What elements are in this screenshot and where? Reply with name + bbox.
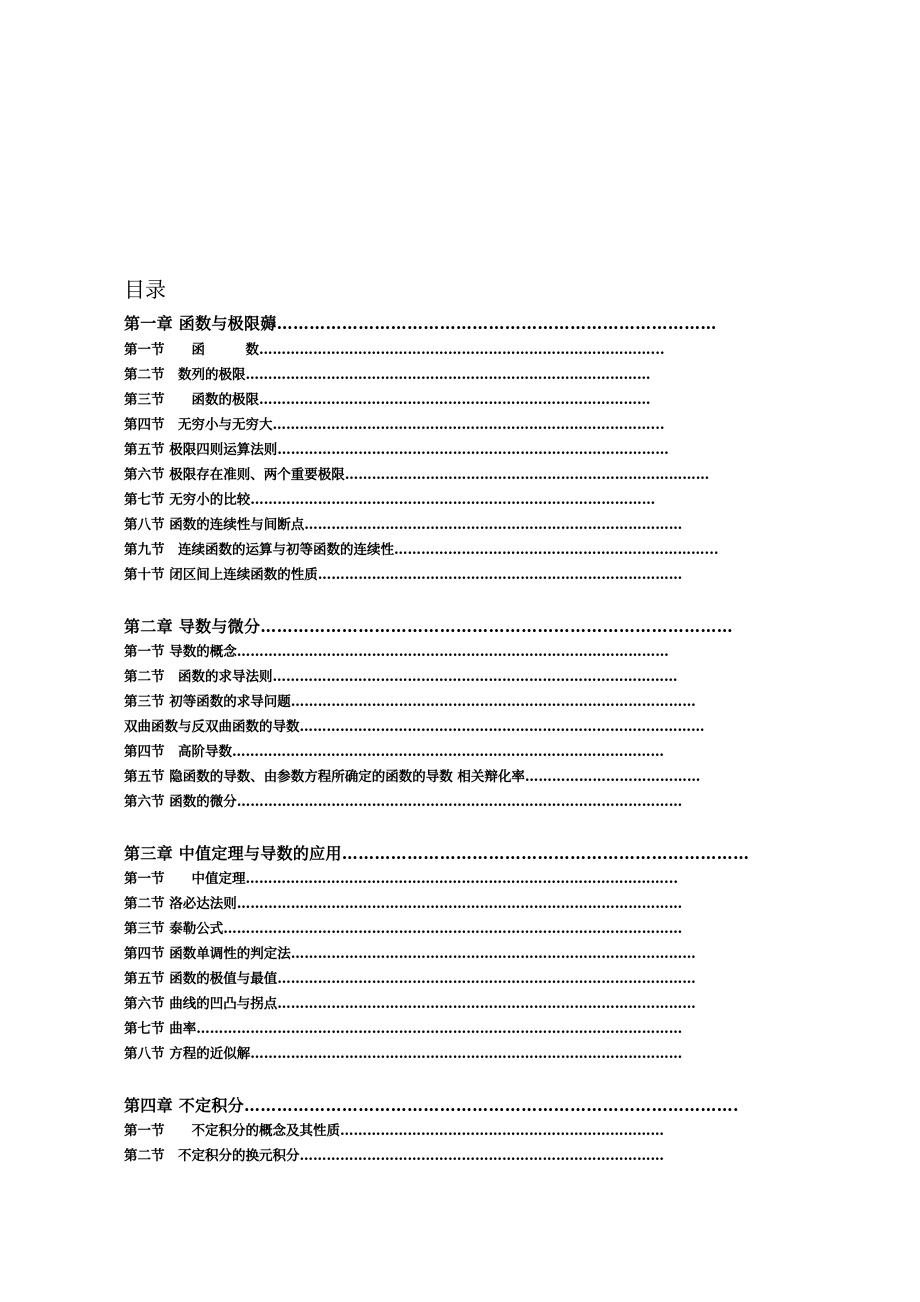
toc-section: 第四节 高阶导数…………………………………………………………………………………… xyxy=(124,744,664,760)
toc-section: 第二节 洛必达法则……………………………………………………………………………………… xyxy=(124,896,683,912)
toc-section: 第九节 连续函数的运算与初等函数的连续性……………………………………………………………... xyxy=(124,542,719,558)
toc-section: 第八节 函数的连续性与间断点………………………………………………………………………… xyxy=(124,517,683,533)
toc-section: 第八节 方程的近似解…………………………………………………………………………………… xyxy=(124,1046,683,1062)
toc-chapter-1: 第一章 函数与极限薅……………………………………………………………………… xyxy=(124,314,717,333)
toc-section: 第七节 曲率……………………………………………………………………………………………… xyxy=(124,1021,683,1037)
toc-section: 第三节 初等函数的求导问题……………………………………………………………………………… xyxy=(124,694,696,710)
toc-section: 双曲函数与反双曲函数的导数……………………………………………………………………………… xyxy=(124,719,705,735)
toc-section: 第七节 无穷小的比较……………………………………………………………………………… xyxy=(124,492,656,508)
toc-section: 第五节 隐函数的导数、由参数方程所确定的函数的导数 相关辩化率………………………………… xyxy=(124,769,701,785)
toc-section: 第五节 函数的极值与最值………………………………………………………………………………… xyxy=(124,971,696,987)
toc-title: 目录 xyxy=(124,278,166,302)
toc-section: 第一节 中值定理…………………………………………………………………………………... xyxy=(124,871,679,887)
toc-section: 第六节 极限存在准则、两个重要极限……………………………………………………………………… xyxy=(124,467,710,483)
toc-chapter-3: 第三章 中值定理与导数的应用………………………………………………………………… xyxy=(124,844,750,863)
toc-section: 第三节 泰勒公式………………………………………………………………………………………… xyxy=(124,921,683,937)
toc-section: 第四节 无穷小与无穷大…………………………………………………………………………... xyxy=(124,417,665,433)
toc-section: 第二节 数列的极限……………………………………………………………………………… xyxy=(124,367,651,383)
toc-chapter-4: 第四章 不定积分………………………………………………………………………………. xyxy=(124,1096,739,1115)
toc-section: 第三节 函数的极限…………………………………………………………………………… xyxy=(124,392,651,408)
toc-section: 第六节 曲线的凹凸与拐点………………………………………………………………………………… xyxy=(124,996,696,1012)
toc-section: 第六节 函数的微分……………………………………………………………………………………… xyxy=(124,794,683,810)
toc-section: 第十节 闭区间上连续函数的性质……………………………………………………………………… xyxy=(124,567,683,583)
toc-section: 第一节 不定积分的概念及其性质……………………………………………………………… xyxy=(124,1123,664,1139)
toc-chapter-2: 第二章 导数与微分…………………………………………………………………………… xyxy=(124,617,733,636)
toc-section: 第一节 函 数……………………………………………………………………………... xyxy=(124,342,665,358)
toc-section: 第二节 不定积分的换元积分……………………………………………………………………… xyxy=(124,1148,664,1164)
toc-section: 第二节 函数的求导法则……………………………………………………………………………… xyxy=(124,669,678,685)
toc-section: 第四节 函数单调性的判定法……………………………………………………………………………… xyxy=(124,946,696,962)
toc-section: 第一节 导数的概念…………………………………………………………………………………… xyxy=(124,644,669,660)
toc-section: 第五节 极限四则运算法则…………………………………………………………………………… xyxy=(124,442,669,458)
